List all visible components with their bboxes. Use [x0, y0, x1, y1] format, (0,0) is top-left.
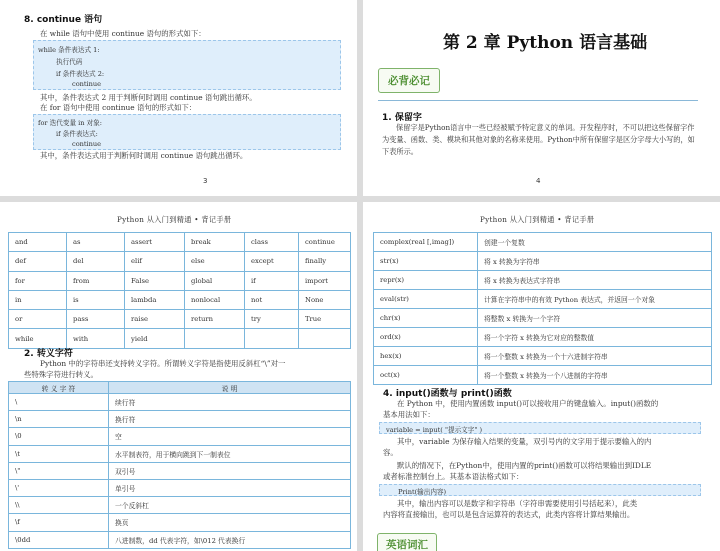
page-number: 3 [203, 177, 208, 185]
table-row [9, 428, 351, 445]
function-desc: 将 x 转换为表达式字符串 [478, 271, 712, 290]
keyword-cell: None [299, 290, 351, 309]
table-row [9, 233, 351, 252]
keyword-cell: del [67, 252, 125, 271]
keyword-cell: while [9, 329, 67, 348]
escape-char: \f [9, 514, 109, 531]
input-text-line-3: 其中，variable 为保存输入结果的变量，双引号内的文字用于提示要输入的内 [397, 437, 652, 446]
continue-text-2: 在 for 语句中使用 continue 语句的形式如下： [40, 103, 197, 112]
code-line: variable = input( "提示文字" ) [386, 426, 483, 434]
section-heading-input-print: 4. input()函数与 print()函数 [383, 389, 512, 399]
keyword-cell: elif [125, 252, 185, 271]
keyword-cell: continue [299, 233, 351, 252]
escape-paragraph-line-2: 些特殊字符进行转义。 [24, 370, 98, 379]
function-name: chr(x) [374, 309, 478, 328]
section-heading-keywords: 1. 保留字 [382, 113, 422, 123]
escape-char: \" [9, 462, 109, 479]
keyword-cell: try [245, 310, 299, 329]
table-row [374, 347, 712, 366]
keyword-cell: not [245, 290, 299, 309]
code-line: Print(输出内容) [398, 488, 447, 496]
function-desc: 将 x 转换为字符串 [478, 252, 712, 271]
escape-desc: 换页 [109, 514, 351, 531]
section-heading-escape: 2. 转义字符 [24, 349, 73, 359]
table-row [9, 310, 351, 329]
escape-char: \0dd [9, 531, 109, 548]
table-row [374, 309, 712, 328]
function-name: hex(x) [374, 347, 478, 366]
continue-text-3: 其中，条件表达式用于判断何时调用 continue 语句跳出循环。 [40, 151, 248, 160]
table-row [9, 445, 351, 462]
function-name: complex(real [,imag]) [374, 233, 478, 252]
escape-desc: 单引号 [109, 479, 351, 496]
escape-table [8, 381, 351, 549]
continue-intro: 在 while 语句中使用 continue 语句的形式如下： [40, 29, 206, 38]
print-text-line-4: 内容将直接输出，也可以是包含运算符的表达式，此类内容将计算结果输出。 [383, 510, 635, 519]
function-name: oct(x) [374, 366, 478, 385]
keyword-cell: is [67, 290, 125, 309]
badge-must-remember: 必背必记 [378, 68, 440, 93]
keyword-cell: except [245, 252, 299, 271]
keyword-cell: as [67, 233, 125, 252]
table-row [9, 479, 351, 496]
table-row [9, 271, 351, 290]
table-row [374, 366, 712, 385]
keyword-cell: assert [125, 233, 185, 252]
conversion-functions-table [373, 232, 712, 385]
keyword-cell: or [9, 310, 67, 329]
keyword-cell: yield [125, 329, 185, 348]
code-line: 执行代码 [56, 58, 83, 66]
keyword-cell: break [185, 233, 245, 252]
table-row [9, 252, 351, 271]
table-row [9, 514, 351, 531]
code-line: if 条件表达式 2: [56, 70, 105, 78]
print-text-line-2: 或者标准控制台上。其基本语法格式如下： [383, 472, 524, 481]
table-row [374, 271, 712, 290]
escape-desc: 一个反斜杠 [109, 497, 351, 514]
keyword-cell: global [185, 271, 245, 290]
keyword-cell: nonlocal [185, 290, 245, 309]
code-line: continue [72, 80, 102, 88]
function-name: ord(x) [374, 328, 478, 347]
table-row [9, 394, 351, 411]
code-block-print [379, 484, 701, 496]
badge-english-vocabulary: 英语词汇 [377, 533, 437, 551]
escape-desc: 换行符 [109, 411, 351, 428]
keyword-cell: raise [125, 310, 185, 329]
code-block-while [33, 40, 341, 90]
print-text-line-1: 默认的情况下，在Python中，使用内置的print()函数可以将结果输出到IDLE [397, 461, 652, 470]
code-line: if 条件表达式: [56, 130, 98, 138]
function-name: repr(x) [374, 271, 478, 290]
code-block-input [379, 422, 701, 434]
input-text-line-2: 基本用法如下： [383, 410, 435, 419]
function-desc: 将一个整数 x 转换为一个十六进制字符串 [478, 347, 712, 366]
column-header: 转 义 字 符 [9, 382, 109, 394]
keyword-cell: else [185, 252, 245, 271]
table-row [374, 290, 712, 309]
keyword-cell: True [299, 310, 351, 329]
keyword-cell: class [245, 233, 299, 252]
continue-text-1: 其中，条件表达式 2 用于判断何时调用 continue 语句跳出循环。 [40, 93, 257, 102]
escape-char: \' [9, 479, 109, 496]
keywords-table [8, 232, 351, 349]
escape-paragraph-line-1: Python 中的字符串还支持转义字符。所谓转义字符是指使用反斜杠“\”对一 [40, 359, 286, 368]
escape-desc: 水平制表符，用于横向跳到下一制表位 [109, 445, 351, 462]
table-header-row [9, 382, 351, 394]
code-line: while 条件表达式 1: [38, 46, 100, 54]
escape-char: \\ [9, 497, 109, 514]
keyword-cell: with [67, 329, 125, 348]
input-text-line-1: 在 Python 中，使用内置函数 input()可以接收用户的键盘输入。input()函数的 [397, 399, 659, 408]
function-name: str(x) [374, 252, 478, 271]
page-number: 4 [536, 177, 541, 185]
chapter-title: 第 2 章 Python 语言基础 [443, 33, 648, 53]
table-row [374, 252, 712, 271]
column-header: 说 明 [109, 382, 351, 394]
function-desc: 计算在字符串中的有效 Python 表达式，并返回一个对象 [478, 290, 712, 309]
function-name: eval(str) [374, 290, 478, 309]
escape-desc: 续行符 [109, 394, 351, 411]
escape-char: \n [9, 411, 109, 428]
keyword-cell [245, 329, 299, 348]
keyword-cell: lambda [125, 290, 185, 309]
keyword-cell: in [9, 290, 67, 309]
escape-desc: 八进制数，dd 代表字符，如\012 代表换行 [109, 531, 351, 548]
code-block-for [33, 114, 341, 150]
keyword-cell: return [185, 310, 245, 329]
divider [378, 100, 698, 101]
escape-desc: 空 [109, 428, 351, 445]
running-header: Python 从入门到精通 • 背记手册 [480, 215, 595, 224]
print-text-line-3: 其中，输出内容可以是数字和字符串（字符串需要使用引号括起来），此类 [397, 499, 638, 508]
keyword-cell: def [9, 252, 67, 271]
keywords-paragraph: 保留字是Python语言中一些已经被赋予特定意义的单词。开发程序时，不可以把这些保留字作为变量、函数、类、模块和其他对象的名称来使用。Python中所有保留字是区分字母大小写的，如下表所示。 [382, 123, 695, 156]
keyword-cell: from [67, 271, 125, 290]
keyword-cell: import [299, 271, 351, 290]
code-line: for 迭代变量 in 对象: [38, 119, 102, 127]
function-desc: 创建一个复数 [478, 233, 712, 252]
escape-char: \ [9, 394, 109, 411]
table-row [9, 531, 351, 548]
page-6 [363, 202, 720, 551]
keyword-cell: finally [299, 252, 351, 271]
page-4 [363, 0, 720, 196]
table-row [374, 233, 712, 252]
table-row [374, 328, 712, 347]
table-row [9, 462, 351, 479]
keyword-cell: False [125, 271, 185, 290]
escape-char: \0 [9, 428, 109, 445]
keyword-cell: if [245, 271, 299, 290]
page-5 [0, 202, 357, 551]
function-desc: 将整数 x 转换为一个字符 [478, 309, 712, 328]
keyword-cell: for [9, 271, 67, 290]
keyword-cell: pass [67, 310, 125, 329]
running-header: Python 从入门到精通 • 背记手册 [117, 215, 232, 224]
page-3 [0, 0, 357, 196]
keyword-cell [299, 329, 351, 348]
keyword-cell [185, 329, 245, 348]
table-row [9, 497, 351, 514]
escape-char: \t [9, 445, 109, 462]
section-heading-continue: 8. continue 语句 [24, 15, 103, 25]
keyword-cell: and [9, 233, 67, 252]
input-text-line-4: 容。 [383, 448, 398, 457]
escape-desc: 双引号 [109, 462, 351, 479]
function-desc: 将一个整数 x 转换为一个八进制的字符串 [478, 366, 712, 385]
table-row [9, 290, 351, 309]
function-desc: 将一个字符 x 转换为它对应的整数值 [478, 328, 712, 347]
code-line: continue [72, 140, 102, 148]
table-row [9, 411, 351, 428]
